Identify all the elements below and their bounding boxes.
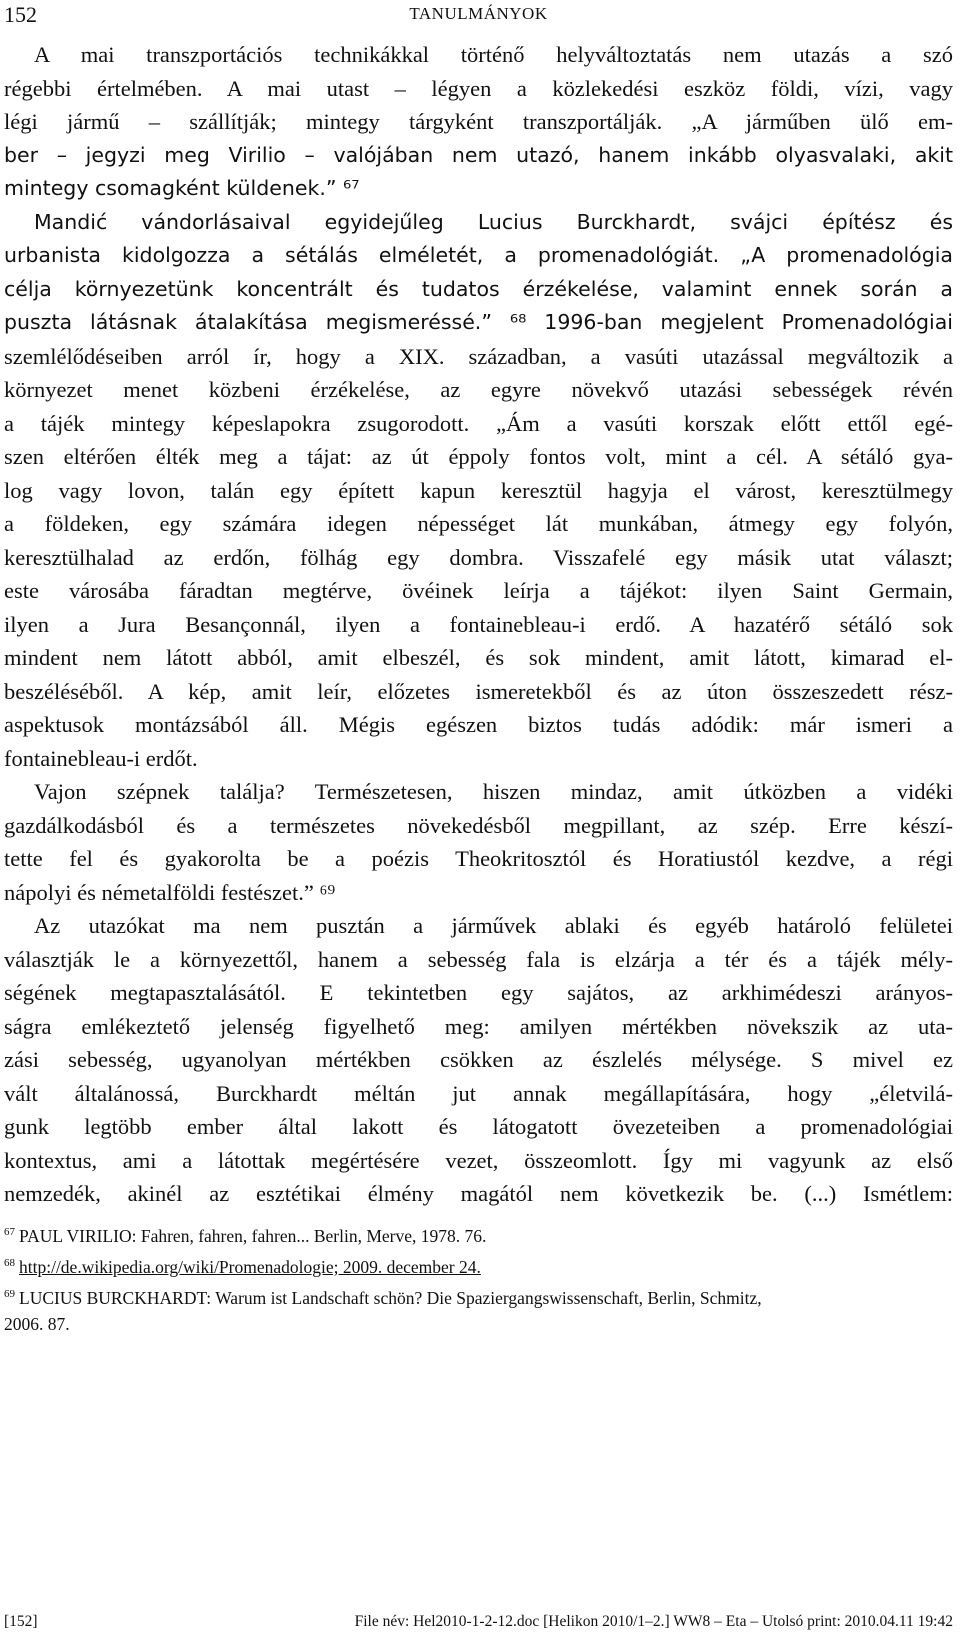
text-line: légi jármű – szállítják; mintegy tárgyként transzportálják. „A járműben ülő em- — [4, 109, 953, 134]
text-line: ségének megtapasztalásától. E tekintetben egy sajátos, az arkhimédeszi arányos- — [4, 980, 953, 1005]
text-line: gunk legtöbb ember által lakott és látogatott övezeteiben a promenadológiai — [4, 1114, 953, 1139]
text-line: kontextus, ami a látottak megértésére vezet, összeomlott. Így mi vagyunk az első — [4, 1147, 953, 1173]
text-line: ilyen a Jura Besançonnál, ilyen a fontainebleau-i erdő. A hazatérő sétáló sok — [4, 611, 953, 637]
footnote — [4, 1219, 953, 1250]
text-line: szemlélődéseiben arról ír, hogy a XIX. században, a vasúti utazással megváltozik a — [4, 343, 953, 369]
page-number: 152 — [4, 2, 37, 27]
text-line: Mandić vándorlásaival egyidejűleg Lucius Burckhardt, svájci építész és — [34, 209, 953, 234]
footnote — [4, 1281, 953, 1312]
footnote — [4, 1250, 953, 1281]
text-line: zási sebesség, ugyanolyan mértékben csökken az észlelés mélysége. S mivel ez — [4, 1047, 953, 1072]
text-line: Az utazókat ma nem pusztán a járművek ablaki és egyéb határoló felületei — [34, 913, 953, 938]
text-line: ságra emlékeztető jelenség figyelhető meg: amilyen mértékben növekszik az uta- — [4, 1013, 953, 1039]
text-line: nemzedék, akinél az esztétikai élmény magától nem következik be. (...) Ismétlem: — [4, 1181, 953, 1206]
footer-file-info: File név: Hel2010-1-2-12.doc [Helikon 2010/1–2.] WW8 – Eta – Utolsó print: 2010.04.11 19:42 — [354, 1613, 953, 1630]
text-line: vált általánossá, Burckhardt méltán jut annak megállapítására, hogy „életvilá- — [4, 1080, 953, 1106]
text-line: keresztülhalad az erdőn, fölhág egy dombra. Visszafelé egy másik utat választ; — [4, 544, 953, 570]
text-line: urbanista kidolgozza a sétálás elméletét, a promenadológiát. „A promenadológia — [4, 243, 953, 267]
text-line: a tájék mintegy képeslapokra zsugorodott. „Ám a vasúti korszak előtt ettől egé- — [4, 410, 953, 436]
text-line: mindent nem látott abból, amit elbeszél, és sok mindent, amit látott, kimarad el- — [4, 645, 953, 670]
footnotes — [4, 1219, 953, 1338]
text-line: régebbi értelmében. A mai utast – légyen a közlekedési eszköz földi, vízi, vagy — [4, 75, 953, 101]
text-line: mintegy csomagként küldenek.” ⁶⁷ — [4, 176, 360, 200]
text-line: Vajon szépnek találja? Természetesen, hiszen mindaz, amit útközben a vidéki — [34, 779, 953, 804]
running-head: TANULMÁNYOK — [409, 4, 548, 23]
text-line: este városába fáradtan megtérve, övéinek leírja a tájékot: ilyen Saint Germain, — [4, 578, 953, 603]
body-text — [4, 38, 953, 1211]
footnote-text: LUCIUS BURCKHARDT: Warum ist Landschaft schön? Die Spaziergangswissenschaft, Berlin, Schmitz, — [19, 1287, 762, 1308]
text-line: beszéléséből. A kép, amit leír, előzetes ismeretekből és az úton összeszedett rész- — [4, 678, 953, 704]
footnote-marker: 67 — [4, 1226, 15, 1238]
text-line: A mai transzportációs technikákkal történő helyváltoztatás nem utazás a szó — [34, 42, 953, 67]
text-line: puszta látásnak átalakítása megismeréssé.” ⁶⁸ 1996-ban megjelent Promenadológiai — [4, 310, 953, 334]
text-line: szen eltérően élték meg a tájat: az út éppoly fontos volt, mint a cél. A sétáló gya- — [4, 444, 953, 469]
text-line: nápolyi és németalföldi festészet.” ⁶⁹ — [4, 879, 336, 905]
footnote-text: PAUL VIRILIO: Fahren, fahren, fahren... Berlin, Merve, 1978. 76. — [19, 1225, 487, 1246]
footnote-marker: 68 — [4, 1256, 15, 1269]
text-line: aspektusok montázsából áll. Mégis egészen biztos tudás adódik: már ismeri a — [4, 712, 953, 737]
page-header — [4, 2, 953, 30]
text-line: gazdálkodásból és a természetes növekedésből megpillant, az szép. Erre készí- — [4, 812, 953, 838]
text-line: célja környezetünk koncentrált és tudatos érzékelése, valamint ennek során a — [4, 276, 953, 301]
footer-page-ref: [152] — [4, 1613, 38, 1630]
text-line: a földeken, egy számára idegen népességet lát munkában, átmegy egy folyón, — [4, 511, 953, 536]
text-line: log vagy lovon, talán egy épített kapun keresztül hagyja el várost, keresztülmegy — [4, 477, 953, 503]
text-line: ber – jegyzi meg Virilio – valójában nem utazó, hanem inkább olyasvalaki, akit — [4, 142, 953, 167]
footnote-text[interactable]: http://de.wikipedia.org/wiki/Promenadologie; 2009. december 24. — [19, 1256, 481, 1277]
text-line: tette fel és gyakorolta be a poézis Theokritosztól és Horatiustól kezdve, a régi — [4, 846, 953, 871]
footnote-marker: 69 — [4, 1287, 15, 1300]
text-line: fontainebleau-i erdőt. — [4, 745, 198, 771]
footnote-text: 2006. 87. — [4, 1314, 70, 1335]
footnote — [4, 1311, 953, 1338]
text-line: választják le a környezettől, hanem a sebesség fala is elzárja a tér és a tájék mély- — [4, 946, 953, 972]
text-line: környezet menet közbeni érzékelése, az egyre növekvő utazási sebességek révén — [4, 377, 953, 402]
